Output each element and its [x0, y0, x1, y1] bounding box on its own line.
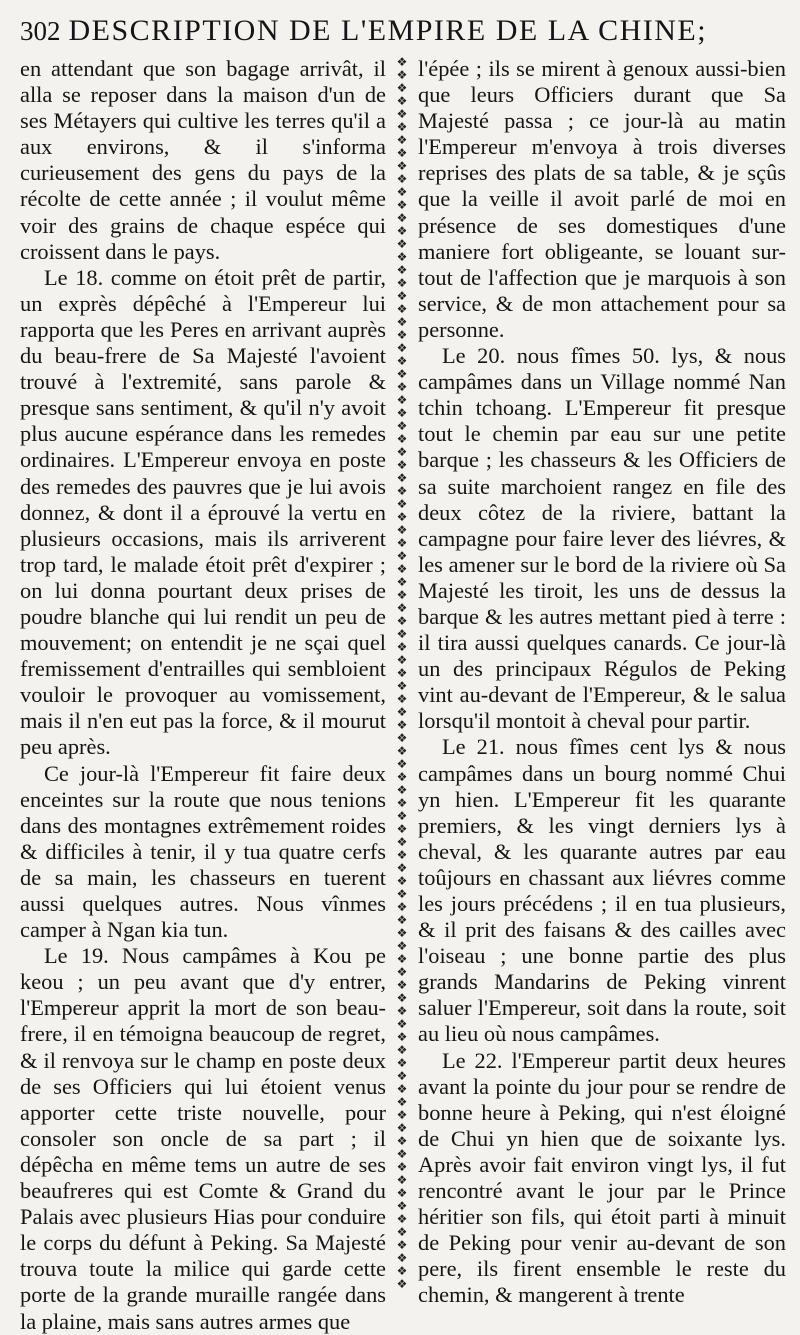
ornament-glyph: ❖ [396, 497, 408, 511]
ornament-glyph: ❖ [396, 718, 408, 732]
ornament-glyph: ❖ [396, 1212, 408, 1226]
ornament-glyph: ❖ [396, 354, 408, 368]
ornament-glyph: ❖ [396, 1186, 408, 1200]
ornament-glyph: ❖ [396, 965, 408, 979]
ornament-glyph: ❖ [396, 588, 408, 602]
ornament-glyph: ❖ [396, 302, 408, 316]
ornament-glyph: ❖ [396, 705, 408, 719]
ornament-glyph: ❖ [396, 250, 408, 264]
paragraph: Le 19. Nous campâmes à Kou pe keou ; un peu avant que d'y entrer, l'Empereur apprit la mort de son beau-frere, il en témoigna beaucoup de regret, & il renvoya sur le champ en poste deux de ses Officiers qui lui étoient venus apporter cette triste nouvelle, pour consoler son oncle de sa part ; il dépêcha en même tems un autre de ses beaufreres qui est Comte & Grand du Palais avec plusieurs Hias pour conduire le corps du défunt à Peking. Sa Majesté trouva toute la milice qui garde cette porte de la grande muraille rangée dans la plaine, mais sans autres armes que [20, 943, 386, 1334]
ornament-glyph: ❖ [396, 1004, 408, 1018]
ornament-glyph: ❖ [396, 1264, 408, 1278]
ornament-glyph: ❖ [396, 172, 408, 186]
page-number: 302 [20, 16, 61, 46]
ornament-glyph: ❖ [396, 523, 408, 537]
ornament-glyph: ❖ [396, 224, 408, 238]
ornament-glyph: ❖ [396, 146, 408, 160]
ornament-glyph: ❖ [396, 900, 408, 914]
ornament-glyph: ❖ [396, 822, 408, 836]
paragraph: en attendant que son bagage arrivât, il alla se reposer dans la maison d'un de ses Métayers qui cultive les terres qu'il a aux environs, & il s'informa curieusement des gens du pays de la récolte de cette année ; il voulut même voir des grains de chaque espéce qui croissent dans le pays. [20, 56, 386, 264]
ornament-glyph: ❖ [396, 549, 408, 563]
ornament-glyph: ❖ [396, 458, 408, 472]
ornament-glyph: ❖ [396, 926, 408, 940]
ornament-glyph: ❖ [396, 211, 408, 225]
ornament-glyph: ❖ [396, 978, 408, 992]
ornament-glyph: ❖ [396, 276, 408, 290]
ornament-glyph: ❖ [396, 263, 408, 277]
ornament-glyph: ❖ [396, 419, 408, 433]
ornament-glyph: ❖ [396, 1095, 408, 1109]
ornament-glyph: ❖ [396, 575, 408, 589]
ornament-glyph: ❖ [396, 1225, 408, 1239]
ornament-glyph: ❖ [396, 874, 408, 888]
ornament-glyph: ❖ [396, 666, 408, 680]
paragraph: l'épée ; ils se mirent à genoux aussi-bien que leurs Officiers durant que Sa Majesté passa ; ce jour-là au matin l'Empereur m'envoya à trois diverses reprises des plats de sa table, & je sçûs que la veille il avoit parlé de moi en présence de ses domestiques d'une maniere fort obligeante, se louant sur-tout de l'affection que je marquois à son service, & de mon attachement pour sa personne. [418, 56, 786, 342]
ornament-glyph: ❖ [396, 536, 408, 550]
ornament-glyph: ❖ [396, 1134, 408, 1148]
right-column [418, 56, 786, 1309]
paragraph: Le 22. l'Empereur partit deux heures avant la pointe du jour pour se rendre de bonne heure à Peking, qui n'est éloigné de Chui yn hien que de soixante lys. Après avoir fait environ vingt lys, il fut rencontré avant le jour par le Prince héritier son fils, qui étoit parti à minuit de Peking pour venir au-devant de son pere, ils firent ensemble le reste du chemin, & mangerent à trente [418, 1047, 786, 1308]
page-header [20, 14, 790, 54]
ornament-glyph: ❖ [396, 1277, 408, 1291]
ornament-glyph: ❖ [396, 1251, 408, 1265]
ornament-glyph: ❖ [396, 133, 408, 147]
ornament-glyph: ❖ [396, 1173, 408, 1187]
paragraph: Le 20. nous fîmes 50. lys, & nous campâmes dans un Village nommé Nan tchin tchoang. L'Empereur fit presque tout le chemin par eau sur une petite barque ; les chasseurs & les Officiers de sa suite marchoient rangez en file des deux côtez de la riviere, battant la campagne pour faire lever des liévres, & les amener sur le bord de la riviere où Sa Majesté les tiroit, les uns de dessus la barque & les autres mettant pied à terre : il tira aussi quelques canards. Ce jour-là un des principaux Régulos de Peking vint au-devant de l'Empereur, & le salua lorsqu'il montoit à cheval pour partir. [418, 343, 786, 734]
ornament-glyph: ❖ [396, 198, 408, 212]
ornament-glyph: ❖ [396, 315, 408, 329]
ornament-glyph: ❖ [396, 861, 408, 875]
ornament-glyph: ❖ [396, 627, 408, 641]
ornament-glyph: ❖ [396, 1030, 408, 1044]
ornament-glyph: ❖ [396, 289, 408, 303]
ornament-glyph: ❖ [396, 848, 408, 862]
ornament-glyph: ❖ [396, 1082, 408, 1096]
ornament-glyph: ❖ [396, 341, 408, 355]
ornament-glyph: ❖ [396, 510, 408, 524]
ornament-glyph: ❖ [396, 159, 408, 173]
left-column [20, 56, 386, 1335]
ornament-glyph: ❖ [396, 991, 408, 1005]
ornament-glyph: ❖ [396, 1121, 408, 1135]
ornament-glyph: ❖ [396, 328, 408, 342]
ornament-glyph: ❖ [396, 887, 408, 901]
ornament-glyph: ❖ [396, 640, 408, 654]
ornament-glyph: ❖ [396, 731, 408, 745]
ornament-glyph: ❖ [396, 770, 408, 784]
ornament-glyph: ❖ [396, 744, 408, 758]
ornament-glyph: ❖ [396, 939, 408, 953]
ornament-glyph: ❖ [396, 692, 408, 706]
ornament-glyph: ❖ [396, 1199, 408, 1213]
ornament-glyph: ❖ [396, 562, 408, 576]
ornament-glyph: ❖ [396, 1056, 408, 1070]
ornament-glyph: ❖ [396, 653, 408, 667]
ornament-glyph: ❖ [396, 809, 408, 823]
ornament-glyph: ❖ [396, 56, 408, 69]
ornament-glyph: ❖ [396, 237, 408, 251]
ornament-glyph: ❖ [396, 81, 408, 95]
ornament-glyph: ❖ [396, 757, 408, 771]
ornament-glyph: ❖ [396, 185, 408, 199]
ornament-glyph: ❖ [396, 406, 408, 420]
ornament-glyph: ❖ [396, 1017, 408, 1031]
ornament-glyph: ❖ [396, 1238, 408, 1252]
ornament-glyph: ❖ [396, 1043, 408, 1057]
paragraph: Le 18. comme on étoit prêt de partir, un exprès dépêché à l'Empereur lui rapporta que les Peres en arrivant auprès du beau-frere de Sa Majesté l'avoient trouvé à l'extremité, sans parole & presque sans sentiment, & qu'il n'y avoit plus aucune espérance dans les remedes ordinaires. L'Empereur envoya en poste des remedes des pauvres que je lui avois donnez, & dont il a éprouvé la vertu en plusieurs occasions, mais ils arriverent trop tard, le malade étoit prêt d'expirer ; on lui donna pourtant deux prises de poudre blanche qui lui rendit un peu de mouvement; on entendit je ne sçai quel fremissement d'entrailles qui sembloient vouloir le provoquer au vomissement, mais il n'en eut pas la force, & il mourut peu après. [20, 264, 386, 760]
ornament-glyph: ❖ [396, 1108, 408, 1122]
ornament-glyph: ❖ [396, 913, 408, 927]
ornament-glyph: ❖ [396, 679, 408, 693]
ornament-glyph: ❖ [396, 107, 408, 121]
paragraph: Le 21. nous fîmes cent lys & nous campâmes dans un bourg nommé Chui yn hien. L'Empereur fit les quarante premiers, & les vingt derniers lys à cheval, & les quarante autres par eau toûjours en chassant aux liévres comme les jours précédens ; il en tua plusieurs, & il prit des faisans & des cailles avec l'oiseau ; une bonne partie des plus grands Mandarins de Peking vinrent saluer l'Empereur, soit dans la route, soit au lieu où nous campâmes. [418, 734, 786, 1047]
ornament-glyph: ❖ [396, 120, 408, 134]
ornament-glyph: ❖ [396, 445, 408, 459]
ornament-glyph: ❖ [396, 796, 408, 810]
ornament-glyph: ❖ [396, 471, 408, 485]
ornament-glyph: ❖ [396, 94, 408, 108]
ornament-glyph: ❖ [396, 1147, 408, 1161]
ornament-glyph: ❖ [396, 835, 408, 849]
paragraph: Ce jour-là l'Empereur fit faire deux enceintes sur la route que nous tenions dans des montagnes extrêmement roides & difficiles à tenir, il y tua quatre cerfs de sa main, les chasseurs en tuerent aussi quelques autres. Nous vînmes camper à Ngan kia tun. [20, 760, 386, 943]
ornament-glyph: ❖ [396, 1069, 408, 1083]
ornament-glyph: ❖ [396, 367, 408, 381]
running-title: DESCRIPTION DE L'EMPIRE DE LA CHINE; [68, 14, 708, 47]
ornament-glyph: ❖ [396, 601, 408, 615]
ornament-glyph: ❖ [396, 484, 408, 498]
column-ornament-divider [390, 56, 414, 1296]
ornament-glyph: ❖ [396, 68, 408, 82]
ornament-glyph: ❖ [396, 432, 408, 446]
ornament-glyph: ❖ [396, 1160, 408, 1174]
ornament-glyph: ❖ [396, 952, 408, 966]
ornament-glyph: ❖ [396, 783, 408, 797]
ornament-glyph: ❖ [396, 393, 408, 407]
ornament-glyph: ❖ [396, 614, 408, 628]
ornament-glyph: ❖ [396, 380, 408, 394]
